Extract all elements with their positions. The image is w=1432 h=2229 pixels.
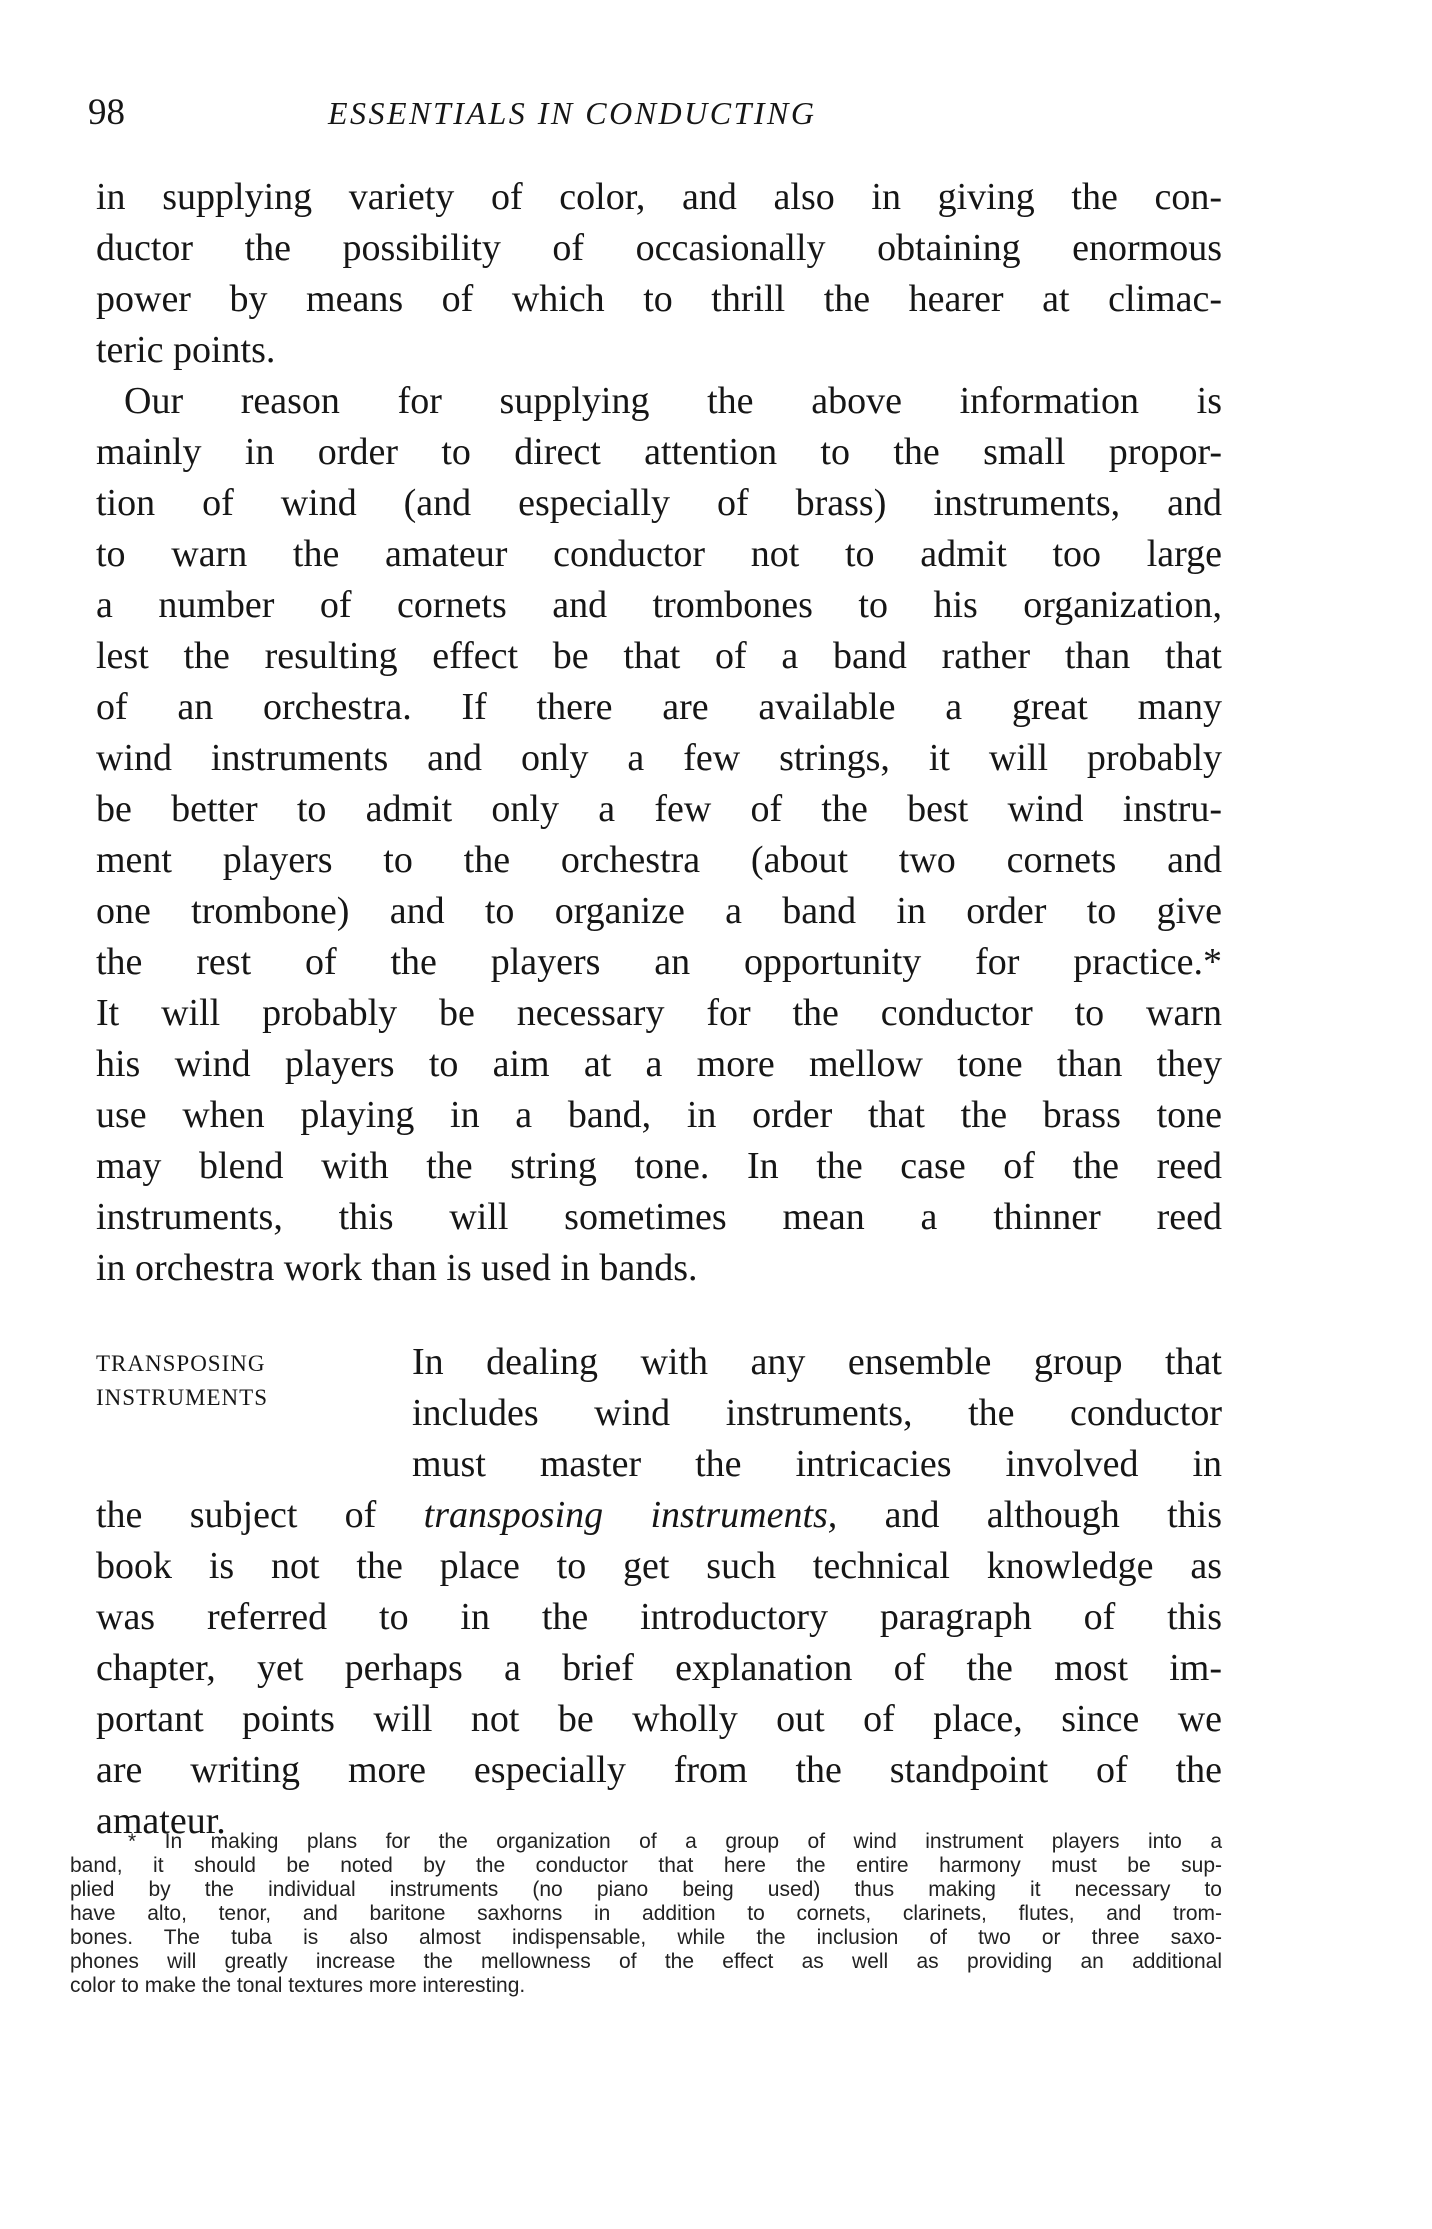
text-run: and although this (837, 1494, 1222, 1536)
paragraph-continuation (96, 172, 1222, 376)
margin-heading-line: TRANSPOSING (96, 1351, 266, 1376)
text-line: instruments, this will sometimes mean a thinner reed (96, 1196, 1222, 1238)
text-line: one trombone) and to organize a band in order to give (96, 890, 1222, 932)
text-line: ductor the possibility of occasionally obtaining enormous (96, 227, 1222, 269)
footnote-line: band, it should be noted by the conductor that here the entire harmony must be sup- (70, 1854, 1222, 1877)
footnote-line: bones. The tuba is also almost indispensable, while the inclusion of two or three saxo- (70, 1926, 1222, 1949)
text-line: power by means of which to thrill the hearer at climac- (96, 278, 1222, 320)
text-line: of an orchestra. If there are available a great many (96, 686, 1222, 728)
text-line: may blend with the string tone. In the case of the reed (96, 1145, 1222, 1187)
text-line: must master the intricacies involved in (412, 1443, 1222, 1485)
text-line: tion of wind (and especially of brass) instruments, and (96, 482, 1222, 524)
footnote-line: have alto, tenor, and baritone saxhorns in addition to cornets, clarinets, flutes, and trom- (70, 1902, 1222, 1925)
text-line: wind instruments and only a few strings, it will probably (96, 737, 1222, 779)
text-line: to warn the amateur conductor not to admit too large (96, 533, 1222, 575)
paragraph-transposing (96, 1337, 1222, 1847)
emphasis-term: transposing instruments, (423, 1494, 838, 1536)
margin-heading-line: INSTRUMENTS (96, 1385, 269, 1410)
text-line: teric points. (96, 329, 276, 371)
text-line: are writing more especially from the standpoint of the (96, 1749, 1222, 1791)
text-line: in supplying variety of color, and also in giving the con- (96, 176, 1222, 218)
text-line: use when playing in a band, in order that the brass tone (96, 1094, 1222, 1136)
text-line: his wind players to aim at a more mellow tone than they (96, 1043, 1222, 1085)
text-line: Our reason for supplying the above information is (124, 380, 1222, 422)
footnote-line: * In making plans for the organization of a group of wind instrument players into a (128, 1830, 1222, 1853)
text-line: in orchestra work than is used in bands. (96, 1247, 698, 1289)
footnote-line: phones will greatly increase the mellowness of the effect as well as providing an additional (70, 1950, 1222, 1973)
text-line: be better to admit only a few of the best wind instru- (96, 788, 1222, 830)
footnote-line: color to make the tonal textures more interesting. (70, 1974, 526, 1997)
text-run: the subject of (96, 1494, 424, 1536)
text-line: ment players to the orchestra (about two cornets and (96, 839, 1222, 881)
text-line: the rest of the players an opportunity for practice.* (96, 941, 1222, 983)
footnote (70, 1830, 1222, 1998)
text-line: includes wind instruments, the conductor (412, 1392, 1222, 1434)
text-line: portant points will not be wholly out of place, since we (96, 1698, 1222, 1740)
footnote-line: plied by the individual instruments (no piano being used) thus making it necessary to (70, 1878, 1222, 1901)
running-title: ESSENTIALS IN CONDUCTING (328, 95, 817, 131)
running-head (88, 88, 1238, 148)
text-line: lest the resulting effect be that of a band rather than that (96, 635, 1222, 677)
text-line: chapter, yet perhaps a brief explanation of the most im- (96, 1647, 1222, 1689)
page-number: 98 (88, 92, 125, 133)
paragraph-brass-proportion (96, 376, 1222, 1294)
text-line: book is not the place to get such technical knowledge as (96, 1545, 1222, 1587)
text-line (96, 1490, 1222, 1541)
text-line: mainly in order to direct attention to the small propor- (96, 431, 1222, 473)
text-line: was referred to in the introductory paragraph of this (96, 1596, 1222, 1638)
text-line: a number of cornets and trombones to his organization, (96, 584, 1222, 626)
text-line: amateur. (96, 1800, 226, 1842)
text-line: In dealing with any ensemble group that (412, 1341, 1222, 1383)
text-line: It will probably be necessary for the conductor to warn (96, 992, 1222, 1034)
